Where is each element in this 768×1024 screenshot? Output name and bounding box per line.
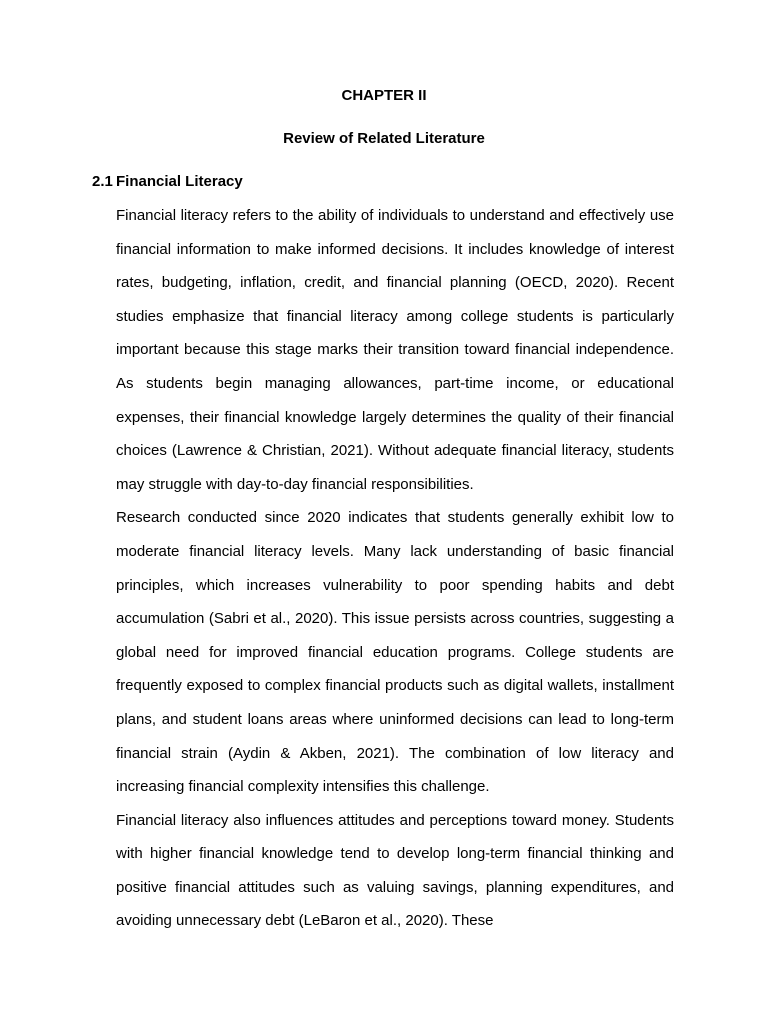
chapter-heading: CHAPTER II [341, 87, 427, 104]
paragraph: Research conducted since 2020 indicates that students generally exhibit low to moderate financial literacy levels. Many lack understanding of basic financial principles, which increases vulnerability to poor spending habits and debt accumulation (Sabri et al., 2020). This issue persists across countries, suggesting a global need for improved financial education programs. College students are frequently exposed to complex financial products such as digital wallets, installment plans, and student loans areas where uninformed decisions can lead to long-term financial strain (Aydin & Akben, 2021). The combination of low literacy and increasing financial complexity intensifies this challenge. [116, 509, 674, 796]
subsection-number: 2.1 [92, 173, 113, 190]
paragraph: Financial literacy also influences attitudes and perceptions toward money. Students with higher financial knowledge tend to develop long-term financial thinking and positive financial attitudes such as valuing savings, planning expenditures, and avoiding unnecessary debt (LeBaron et al., 2020). These [116, 811, 674, 930]
subsection-heading [92, 172, 243, 192]
body-text [116, 199, 674, 938]
page-title: Review of Related Literature [283, 130, 485, 147]
paragraph: Financial literacy refers to the ability of individuals to understand and effectively use financial information to make informed decisions. It includes knowledge of interest rates, budgeting, inflation, credit, and financial planning (OECD, 2020). Recent studies emphasize that financial literacy among college students is particularly important because this stage marks their transition toward financial independence. As students begin managing allowances, part-time income, or educational expenses, their financial knowledge largely determines the quality of their financial choices (Lawrence & Christian, 2021). Without adequate financial literacy, students may struggle with day-to-day financial responsibilities. [116, 207, 674, 493]
subsection-title: Financial Literacy [116, 173, 243, 190]
